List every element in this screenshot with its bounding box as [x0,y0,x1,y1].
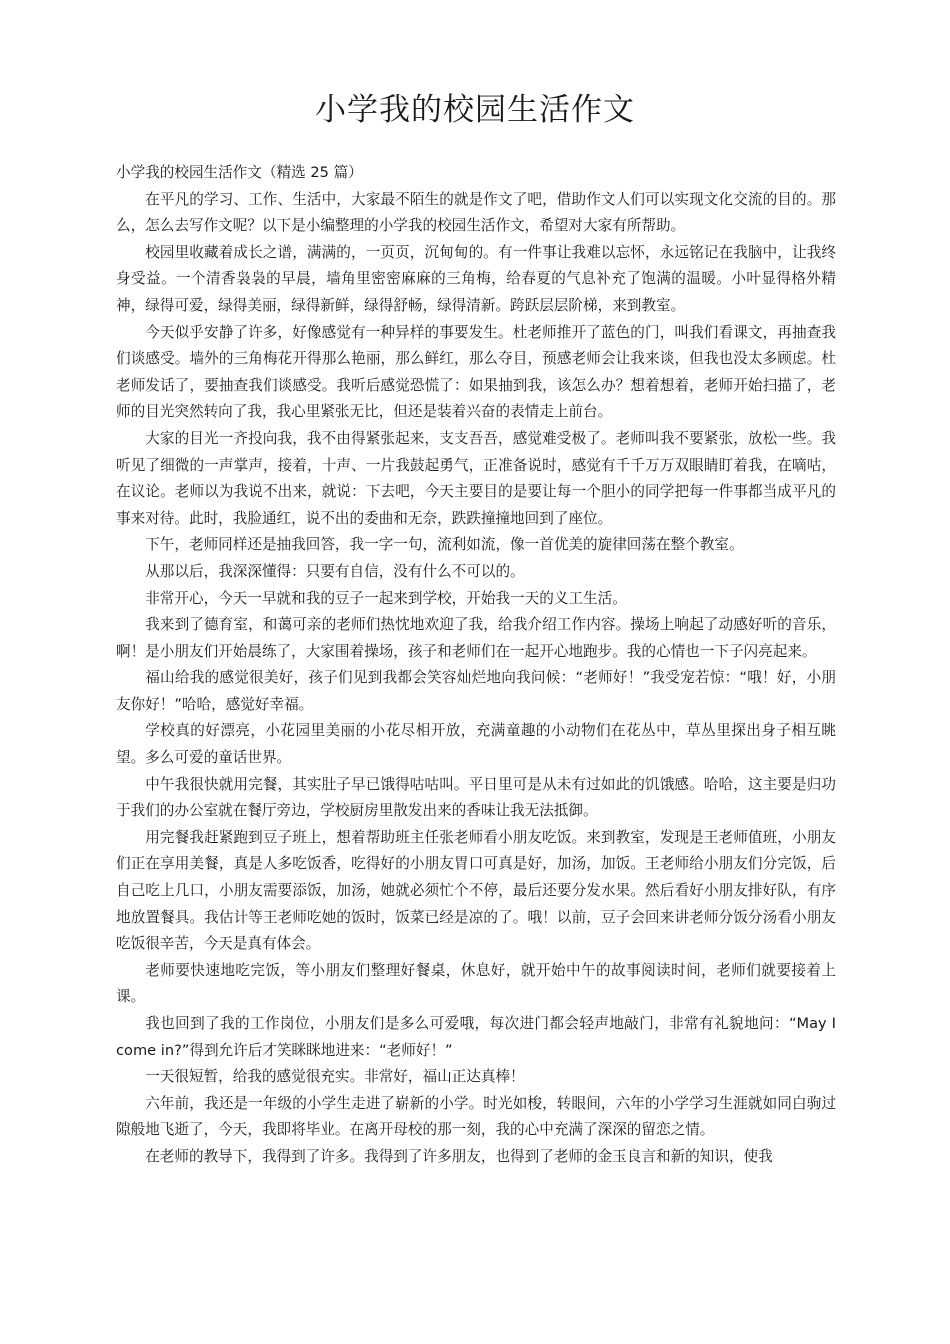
paragraph: 校园里收藏着成长之谱，满满的，一页页，沉甸甸的。有一件事让我难以忘怀，永远铭记在我脑中，让我终身受益。一个清香袅袅的早晨，墙角里密密麻麻的三角梅，给春夏的气息补充了饱满的温暖。小叶显得格外精神，绿得可爱，绿得美丽，绿得新鲜，绿得舒畅，绿得清新。跨跃层层阶梯，来到教室。 [116,243,836,314]
document-title: 小学我的校园生活作文 [315,92,635,128]
paragraph: 福山给我的感觉很美好，孩子们见到我都会笑容灿烂地向我问候：“老师好！”我受宠若惊：“哦！好，小朋友你好！”哈哈，感觉好幸福。 [116,669,836,713]
paragraph: 大家的目光一齐投向我，我不由得紧张起来，支支吾吾，感觉难受极了。老师叫我不要紧张，放松一些。我听见了细微的一声掌声，接着，十声、一片我鼓起勇气，正准备说时，感觉有千千万万双眼睛盯着我，在嘀咕，在议论。老师以为我说不出来，就说：下去吧，今天主要目的是要让每一个胆小的同学把每一件事都当成平凡的事来对待。此时，我脸通红，说不出的委曲和无奈，跌跌撞撞地回到了座位。 [116,429,836,527]
paragraph: 我来到了德育室，和蔼可亲的老师们热忱地欢迎了我，给我介绍工作内容。操场上响起了动感好听的音乐，啊！是小朋友们开始晨练了，大家围着操场，孩子和老师们在一起开心地跑步。我的心情也一下子闪亮起来。 [116,616,836,660]
paragraph: 中午我很快就用完餐，其实肚子早已饿得咕咕叫。平日里可是从未有过如此的饥饿感。哈哈，这主要是归功于我们的办公室就在餐厅旁边，学校厨房里散发出来的香味让我无法抵御。 [116,775,836,820]
paragraph: 非常开心，今天一早就和我的豆子一起来到学校，开始我一天的义工生活。 [145,589,627,607]
paragraph: 用完餐我赶紧跑到豆子班上，想着帮助班主任张老师看小朋友吃饭。来到教室，发现是王老师值班，小朋友们正在享用美餐，真是人多吃饭香，吃得好的小朋友胃口可真是好，加汤，加饭。王老师给小朋友们分完饭，后自己吃上几口，小朋友需要添饭，加汤，她就必须忙个不停，最后还要分发水果。然后看好小朋友排好队，有序地放置餐具。我估计等王老师吃她的饭时，饭菜已经是凉的了。哦！以前，豆子会回来讲老师分饭分汤看小朋友吃饭很辛苦，今天是真有体会。 [116,828,836,953]
paragraph: 在平凡的学习、工作、生活中，大家最不陌生的就是作文了吧，借助作文人们可以实现文化交流的目的。那么，怎么去写作文呢？以下是小编整理的小学我的校园生活作文，希望对大家有所帮助。 [116,190,836,235]
paragraph: 一天很短暂，给我的感觉很充实。非常好，福山正达真棒！ [145,1068,525,1086]
paragraph: 六年前，我还是一年级的小学生走进了崭新的小学。时光如梭，转眼间，六年的小学学习生涯就如同白驹过隙般地飞逝了，今天，我即将毕业。在离开母校的那一刻，我的心中充满了深深的留恋之情。 [116,1094,836,1139]
document-subtitle: 小学我的校园生活作文（精选 25 篇） [116,164,363,181]
paragraph: 从那以后，我深深懂得：只要有自信，没有什么不可以的。 [145,562,525,580]
paragraph: 学校真的好漂亮，小花园里美丽的小花尽相开放，充满童趣的小动物们在花丛中，草丛里探出身子相互眺望。多么可爱的童话世界。 [116,722,836,767]
paragraph: 老师要快速地吃完饭，等小朋友们整理好餐桌，休息好，就开始中午的故事阅读时间，老师们就要接着上课。 [116,961,836,1006]
paragraph: 我也回到了我的工作岗位，小朋友们是多么可爱哦，每次进门都会轻声地敲门，非常有礼貌地问：“May I come in?”得到允许后才笑眯眯地进来：“老师好！” [116,1015,836,1059]
paragraph: 在老师的教导下，我得到了许多。我得到了许多朋友，也得到了老师的金玉良言和新的知识，使我 [145,1147,773,1165]
paragraph: 今天似乎安静了许多，好像感觉有一种异样的事要发生。杜老师推开了蓝色的门，叫我们看课文，再抽查我们谈感受。墙外的三角梅花开得那么艳丽，那么鲜红，那么夺目，预感老师会让我来谈，但我也没太多顾虑。杜老师发话了，要抽查我们谈感受。我听后感觉恐慌了：如果抽到我，该怎么办？想着想着，老师开始扫描了，老师的目光突然转向了我，我心里紧张无比，但还是装着兴奋的表情走上前台。 [116,323,836,421]
paragraph: 下午，老师同样还是抽我回答，我一字一句，流利如流，像一首优美的旋律回荡在整个教室。 [145,536,744,554]
document-body [116,160,836,1171]
